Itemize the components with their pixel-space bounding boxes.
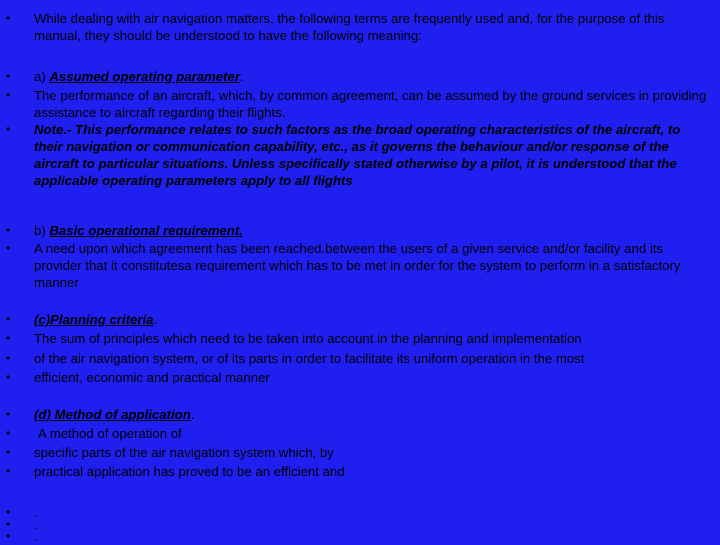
bullet: • [6,505,11,519]
tail-text: . [34,517,38,532]
term-b-title-text: Basic operational requirement. [49,223,243,238]
bullet: • [6,464,11,478]
bullet: • [6,331,11,345]
bullet: • [6,445,11,459]
bullet: • [6,241,11,255]
bullet: • [6,517,11,531]
bullet: • [6,529,11,543]
term-c-title-text: (c)Planning criteria [34,312,154,327]
bullet: • [6,426,11,440]
term-d-title [34,406,710,423]
term-d-line-text: A method of operation of [38,426,182,441]
term-a-title [34,68,710,85]
tail-text: . [34,505,38,520]
bullet: • [6,11,11,25]
term-a-body: The performance of an aircraft, which, by common agreement, can be assumed by the ground services in providing assistance to aircraft regarding their flights. [34,88,707,120]
term-b-body: A need upon which agreement has been reached.between the users of a given service and/or facility and its provider that it constitutesa requirement which has to be met in order for the system to perform in a satisfactory manner [34,241,681,290]
bullet: • [6,351,11,365]
term-a-title-end: . [239,69,244,84]
term-a-title-text: Assumed operating parameter [49,69,240,84]
term-b-title [34,222,710,239]
term-c-line-text: efficient, economic and practical manner [34,370,270,385]
tail-text: . [34,529,38,544]
term-c-line-text: The sum of principles which need to be taken into account in the planning and implementation [34,331,582,346]
term-a-prefix: a) [34,69,46,84]
bullet: • [6,312,11,326]
bullet: • [6,223,11,237]
term-a-note: Note.- This performance relates to such factors as the broad operating characteristics of the aircraft, to their navigation or communication capability, etc., as it governs the behaviour and/or response of the aircraft to particular situations. Unless specifically stated otherwise by a pilot, it is understood that the applicable operating parameters apply to all flights [34,122,681,188]
term-d-title-end: . [190,407,195,422]
term-c-title [34,311,710,328]
bullet: • [6,69,11,83]
term-c-title-end: . [153,312,158,327]
term-d-line-text: specific parts of the air navigation system which, by [34,445,334,460]
bullet: • [6,122,11,136]
term-d-line-text: practical application has proved to be an efficient and [34,464,345,479]
bullet: • [6,407,11,421]
intro-text: While dealing with air navigation matters, the following terms are frequently used and, for the purpose of this manual, they should be understood to have the following meaning: [34,11,665,43]
bullet: • [6,88,11,102]
bullet: • [6,370,11,384]
term-b-prefix: b) [34,223,46,238]
term-d-title-text: (d) Method of application [34,407,191,422]
term-c-line-text: of the air navigation system, or of its parts in order to facilitate its uniform operation in the most [34,351,585,366]
